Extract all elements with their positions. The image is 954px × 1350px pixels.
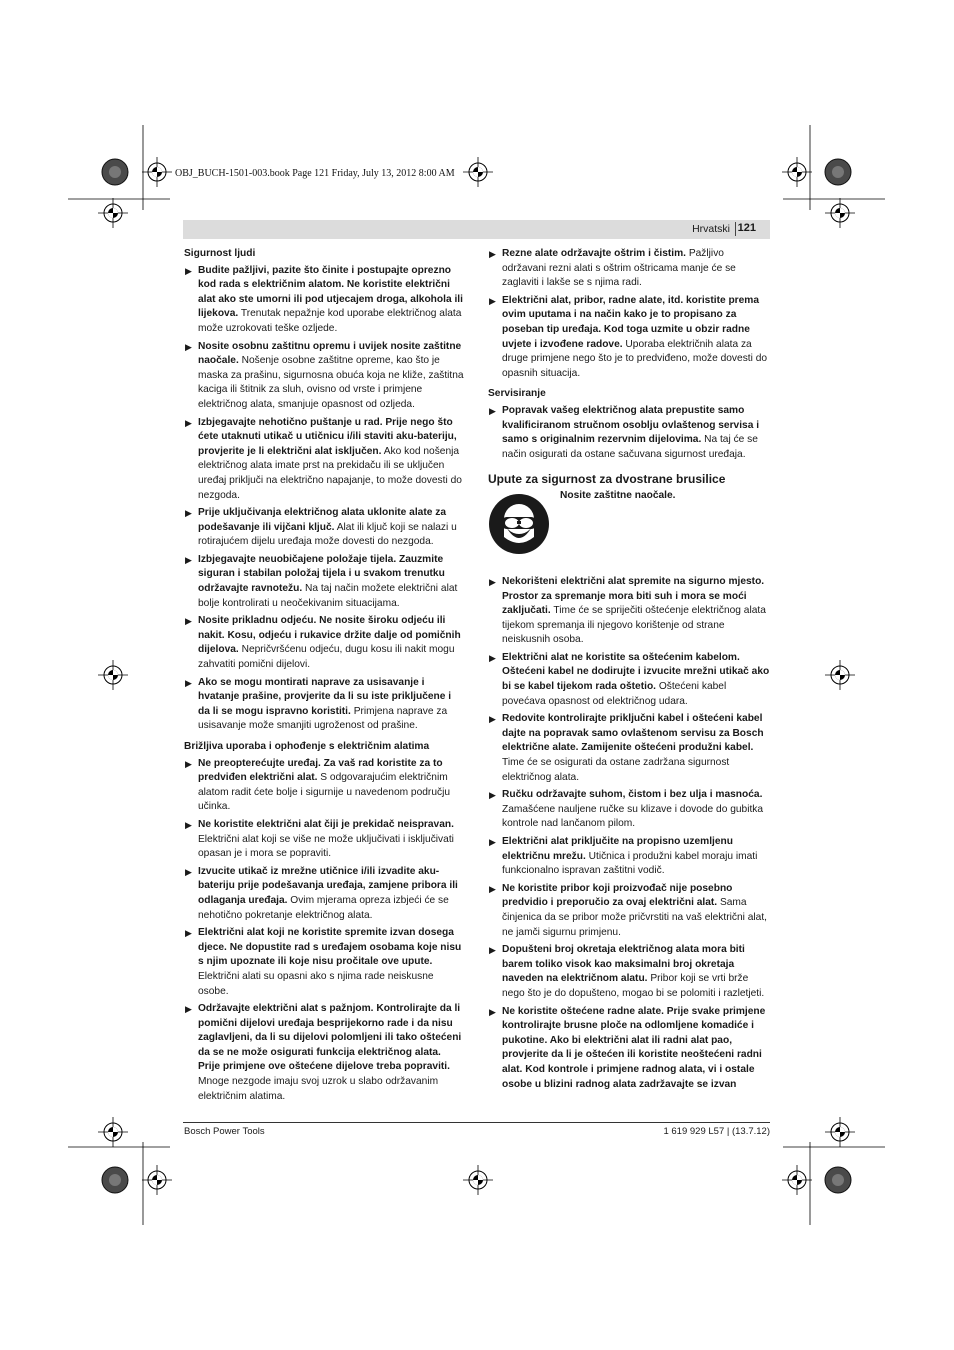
registration-target-icon <box>782 157 812 187</box>
bullet-icon: ▶ <box>185 1004 192 1015</box>
left-column <box>184 247 465 1107</box>
list-item: ▶ Ne koristite pribor koji proizvođač nije posebno predvidio i preporučio za ovaj električni alat. Sama činjenica da se pribor može pričvrstiti na vaš električni alat, ne jamči sigurnu primjenu. <box>489 882 767 938</box>
footer-doc-number: 1 619 929 L57 | (13.7.12) <box>663 1126 770 1137</box>
grinder-safety-list <box>488 575 770 1092</box>
header-language: Hrvatski <box>692 223 730 235</box>
bullet-icon: ▶ <box>185 819 192 830</box>
bullet-icon: ▶ <box>489 837 496 847</box>
color-wheel-icon <box>825 1167 851 1193</box>
registration-target-icon <box>463 1165 493 1195</box>
service-list <box>488 404 770 462</box>
bullet-icon: ▶ <box>185 616 192 627</box>
bullet-icon: ▶ <box>185 417 192 428</box>
list-item: ▶ Električni alat ne koristite sa oštećenim kabelom. Oštećeni kabel ne dodirujte i izvucite mrežni utikač ako bi se kabel tijekom rada oštetio. Oštećeni kabel povećava opasnost od električnog udara. <box>489 651 770 707</box>
bullet-icon: ▶ <box>185 677 192 688</box>
list-item: ▶ Ne koristite električni alat čiji je prekidač neispravan. Električni alat koji se više ne može uključivati i isključivati opasan je i mora se popraviti. <box>185 818 454 860</box>
color-wheel-icon <box>102 1167 128 1193</box>
list-item: ▶ Redovite kontrolirajte priključni kabel i oštećeni kabel dajte na popravak samo ovlaštenom servisu za Bosch električne alate. Zamijenite oštećeni produžni kabel. Time će se osigurati da ostane zadržana sigurnost električnog alata. <box>489 713 764 783</box>
footer-brand: Bosch Power Tools <box>184 1126 265 1137</box>
bullet-icon: ▶ <box>185 341 192 352</box>
registration-target-icon <box>142 1165 172 1195</box>
list-item: ▶ Rezne alate održavajte oštrim i čistim. Pažljivo održavani rezni alati s oštrim oštricama manje će se zaglaviti i lakše se s njima radi. <box>489 248 736 289</box>
bullet-icon: ▶ <box>489 1006 496 1017</box>
list-item: ▶ Ručku održavajte suhom, čistom i bez ulja i masnoća. Zamašćene nauljene ručke su klizave i dovode do gubitka kontrole nad lančanom pilom. <box>489 789 764 830</box>
right-column <box>488 247 770 1095</box>
section-title: Brižljiva uporaba i ophođenje s električnim alatima <box>184 741 430 752</box>
list-item: ▶ Održavajte električni alat s pažnjom. Kontrolirajte da li pomični dijelovi uređaja besprijekorno rade i da nisu zaglavljeni, da li su dijelovi polomljeni ili tako oštećeni da se ne može osigurati funkcija električnog alata. Prije primjene ove oštećene dijelove treba popraviti. Mnoge nezgode imaju svoj uzrok u slabo održavanim električnim alatima. <box>185 1003 462 1102</box>
registration-target-icon <box>98 660 128 690</box>
registration-target-icon <box>782 1165 812 1195</box>
list-item: ▶ Prije uključivanja električnog alata uklonite alate za podešavanje ili vijčani ključ. Alat ili ključ koji se nalazi u rotirajućem dijelu uređaja može dovesti do nezgoda. <box>185 507 457 548</box>
color-wheel-icon <box>825 159 851 185</box>
print-info: OBJ_BUCH-1501-003.book Page 121 Friday, July 13, 2012 8:00 AM <box>175 168 455 179</box>
bullet-icon: ▶ <box>185 758 192 769</box>
safety-goggles-icon <box>488 493 550 555</box>
bullet-icon: ▶ <box>489 652 496 663</box>
list-item: ▶ Nosite prikladnu odjeću. Ne nosite široku odjeću ili nakit. Kosu, odjeću i rukavice držite dalje od pomičnih dijelova. Nepričvršćenu odjeću, dugu kosu ili nakit mogu zahvatiti pomični dijelovi. <box>185 615 461 671</box>
list-item: ▶ Ne koristite oštećene radne alate. Prije svake primjene kontrolirajte brusne ploče na odlomljene komadiće i pukotine. Ako bi električni alat ili radni alat pao, provjerite da li je oštećen ili koristite neoštećeni radni alat. Kod kontrole i primjene radnog alata, vi i ostale osobe u blizini radnog alata zadržavajte se izvan <box>489 1005 766 1090</box>
list-item: ▶ Budite pažljivi, pazite što činite i postupajte oprezno kod rada s električnim alatom. Ne koristite električni alat ako ste umorni ili pod utjecajem droga, alkohola ili lijekova. Trenutak nepažnje kod uporabe električnog alata može uzrokovati teške ozljede. <box>185 264 463 334</box>
registration-target-icon <box>825 198 855 228</box>
page-header <box>183 220 770 239</box>
list-item: ▶ Izbjegavajte nehotično puštanje u rad. Prije nego što ćete utaknuti utikač u utičnicu i/ili staviti aku-bateriju, provjerite je li električni alat isključen. Ako kod nošenja električnog alata imate prst na prekidaču ili se uključen uređaj priključi na električno napajanje, to može dovesti do nezgoda. <box>185 416 462 501</box>
bullet-icon: ▶ <box>185 554 192 565</box>
list-item: ▶ Popravak vašeg električnog alata prepustite samo kvalificiranom stručnom osoblju ovlaštenog servisa i samo s originalnim rezervnim dijelovima. Na taj će se način osigurati da ostane sačuvana sigurnost uređaja. <box>489 404 760 460</box>
goggles-notice <box>488 489 770 575</box>
bullet-icon: ▶ <box>489 790 496 801</box>
list-item: ▶ Električni alat, pribor, radne alate, itd. koristite prema ovim uputama i na način kako je to propisano za poseban tip uređaja. Kod toga uzmite u obzir radne uvjete i izvođene radove. Uporaba električnih alata za druge primjene nego što je to predviđeno, može dovesti do opasnih situacija. <box>489 294 768 379</box>
section-title: Servisiranje <box>488 388 546 400</box>
registration-target-icon <box>142 157 172 187</box>
bullet-icon: ▶ <box>185 866 192 877</box>
registration-target-icon <box>825 1117 855 1147</box>
bullet-icon: ▶ <box>489 576 496 587</box>
registration-target-icon <box>98 1117 128 1147</box>
bullet-icon: ▶ <box>185 928 192 939</box>
registration-target-icon <box>463 157 493 187</box>
header-divider <box>735 222 736 236</box>
list-item: ▶ Električni alat koji ne koristite spremite izvan dosega djece. Ne dopustite rad s uređajem osobama koje nisu s njim upoznate ili koje nisu pročitale ove upute. Električni alati su opasni ako s njima rade neiskusne osobe. <box>185 927 462 997</box>
registration-target-icon <box>825 660 855 690</box>
color-wheel-icon <box>102 159 128 185</box>
list-item: ▶ Ako se mogu montirati naprave za usisavanje i hvatanje prašine, provjerite da li su iste priključene i da li se mogu ispravno koristiti. Primjena naprave za usisavanje može smanjiti ugroženost od prašine. <box>185 676 452 732</box>
tool-use-list-continued <box>488 247 770 381</box>
list-item: ▶ Nekorišteni električni alat spremite na sigurno mjesto. Prostor za spremanje mora biti suh i mora se moći zaključati. Time će se spriječiti oštećenje električnog alata tijekom spremanja ili njegovo korištenje od strane neiskusnih osoba. <box>489 575 766 646</box>
bullet-icon: ▶ <box>489 249 496 259</box>
list-item: ▶ Izbjegavajte neuobičajene položaje tijela. Zauzmite siguran i stabilan položaj tijela i u svakom trenutku održavajte ravnotežu. Na taj način možete električni alat bolje kontrolirati u neočekivanim situacijama. <box>185 553 458 609</box>
bullet-icon: ▶ <box>185 508 192 519</box>
goggles-label: Nosite zaštitne naočale. <box>560 489 676 501</box>
bullet-icon: ▶ <box>489 405 496 416</box>
registration-target-icon <box>98 198 128 228</box>
bullet-icon: ▶ <box>489 883 496 894</box>
bullet-icon: ▶ <box>489 714 496 725</box>
page-number: 121 <box>737 222 756 234</box>
list-item: ▶ Izvucite utikač iz mrežne utičnice i/ili izvadite aku-bateriju prije podešavanja uređaja, zamjene pribora ili odlaganja uređaja. Ovim mjerama opreza izbjeći će se nehotično pokretanje električnog alata. <box>185 865 458 921</box>
section-title: Sigurnost ljudi <box>184 248 256 259</box>
bullet-icon: ▶ <box>489 295 496 306</box>
list-item: ▶ Električni alat priključite na propisno uzemljenu električnu mrežu. Utičnica i produžni kabel moraju imati funkcionalno ispravan zaštitni vodič. <box>489 836 758 877</box>
bullet-icon: ▶ <box>489 945 496 956</box>
bullet-icon: ▶ <box>185 265 192 276</box>
tool-use-list <box>184 757 465 1105</box>
footer-rule <box>183 1122 770 1123</box>
list-item: ▶ Nosite osobnu zaštitnu opremu i uvijek nosite zaštitne naočale. Nošenje osobne zaštitne opreme, kao što je maska za prašinu, sigurnosna obuća koja ne kliže, zaštitna kaciga ili štitnik za sluh, ovisno od vrste i primjene električnog alata, smanjuje opasnost od ozljeda. <box>185 340 464 410</box>
grinder-section-title: Upute za sigurnost za dvostrane brusilice <box>488 472 726 487</box>
personal-safety-list <box>184 264 465 734</box>
list-item: ▶ Ne preopterećujte uređaj. Za vaš rad koristite za to predviđen električni alat. S odgovarajućim električnim alatom radit ćete bolje i sigurnije u navedenom području učinka. <box>185 757 451 813</box>
list-item: ▶ Dopušteni broj okretaja električnog alata mora biti barem toliko visok kao maksimalni broj okretaja naveden na električnom alatu. Pribor koji se vrti brže nego što je do dopušteno, mogao bi se polomiti i razletjeti. <box>489 944 765 999</box>
